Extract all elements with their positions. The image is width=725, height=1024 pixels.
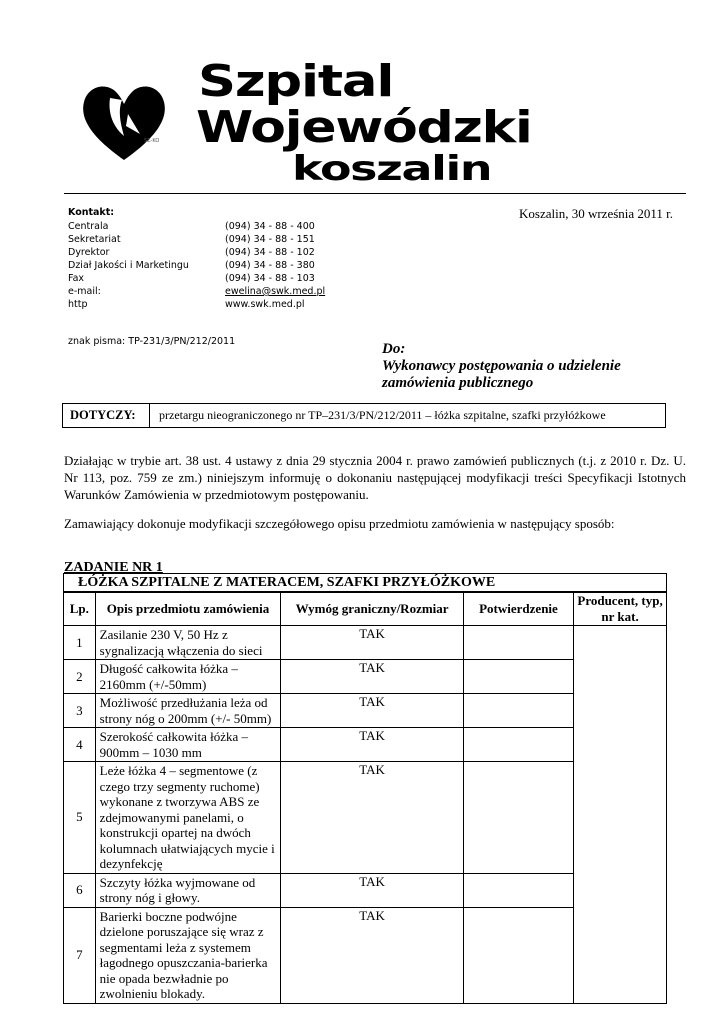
contact-value: (094) 34 - 88 - 103 <box>225 273 315 284</box>
contact-value: (094) 34 - 88 - 151 <box>225 234 315 245</box>
row-confirmation-cell[interactable] <box>463 660 573 694</box>
row-confirmation-cell[interactable] <box>463 873 573 907</box>
producer-cell[interactable] <box>574 626 667 1004</box>
row-number: 2 <box>64 660 96 694</box>
logo-line-2: Wojewódzki <box>196 102 532 153</box>
row-number: 6 <box>64 873 96 907</box>
contact-value: (094) 34 - 88 - 102 <box>225 247 315 258</box>
row-number: 1 <box>64 626 96 660</box>
website-link[interactable]: www.swk.med.pl <box>225 299 305 310</box>
row-requirement: TAK <box>281 626 463 660</box>
header-potwierdzenie: Potwierdzenie <box>463 592 573 626</box>
heart-emblem-icon <box>78 74 170 166</box>
emblem-caption: SZ-KO <box>144 138 160 144</box>
contact-label: Dział Jakości i Marketingu <box>68 260 189 271</box>
row-number: 7 <box>64 907 96 1003</box>
contact-value: (094) 34 - 88 - 400 <box>225 221 315 232</box>
row-description: Długość całkowita łóżka – 2160mm (+/-50mm) <box>95 660 281 694</box>
row-requirement: TAK <box>281 907 463 1003</box>
contact-label: Fax <box>68 273 85 284</box>
header-wymog: Wymóg graniczny/Rozmiar <box>281 592 463 626</box>
row-description: Leże łóżka 4 – segmentowe (z czego trzy segmenty ruchome) wykonane z tworzywa ABS ze zdejmowanymi panelami, o konstrukcji opartej na dwóch kolumnach ułatwiających mycie i dezynfekcję <box>95 762 281 874</box>
row-description: Szczyty łóżka wyjmowane od strony nóg i głowy. <box>95 873 281 907</box>
specification-table <box>63 573 667 1004</box>
contact-label: Dyrektor <box>68 247 110 258</box>
contact-label: e-mail: <box>68 286 101 297</box>
recipient-line: zamówienia publicznego <box>382 375 534 391</box>
recipient-block <box>382 341 621 392</box>
header-opis: Opis przedmiotu zamówienia <box>95 592 281 626</box>
row-confirmation-cell[interactable] <box>463 694 573 728</box>
row-number: 5 <box>64 762 96 874</box>
reference-number: znak pisma: TP-231/3/PN/212/2011 <box>68 336 236 347</box>
contact-label: Sekretariat <box>68 234 121 245</box>
row-description: Możliwość przedłużania leża od strony nóg o 200mm (+/- 50mm) <box>95 694 281 728</box>
task-title: ZADANIE NR 1 <box>64 560 163 575</box>
logo-line-1: Szpital <box>198 56 394 107</box>
contact-heading: Kontakt: <box>68 207 115 218</box>
contact-value: (094) 34 - 88 - 380 <box>225 260 315 271</box>
row-confirmation-cell[interactable] <box>463 762 573 874</box>
row-number: 3 <box>64 694 96 728</box>
subject-text: przetargu nieograniczonego nr TP–231/3/PN/212/2011 – łóżka szpitalne, szafki przyłóżkowe <box>159 408 606 422</box>
contact-block <box>68 206 368 316</box>
recipient-line: Do: <box>382 341 406 357</box>
row-confirmation-cell[interactable] <box>463 626 573 660</box>
body-paragraph: Zamawiający dokonuje modyfikacji szczegółowego opisu przedmiotu zamówienia w następujący sposób: <box>64 516 615 531</box>
contact-label: Centrala <box>68 221 109 232</box>
row-requirement: TAK <box>281 728 463 762</box>
row-number: 4 <box>64 728 96 762</box>
row-requirement: TAK <box>281 873 463 907</box>
email-link[interactable]: ewelina@swk.med.pl <box>225 286 326 297</box>
subject-label: DOTYCZY: <box>63 404 150 427</box>
row-confirmation-cell[interactable] <box>463 728 573 762</box>
row-requirement: TAK <box>281 694 463 728</box>
row-requirement: TAK <box>281 660 463 694</box>
header-producent: Producent, typ, nr kat. <box>574 592 667 626</box>
contact-label: http <box>68 299 88 310</box>
row-description: Szerokość całkowita łóżka – 900mm – 1030 mm <box>95 728 281 762</box>
recipient-line: Wykonawcy postępowania o udzielenie <box>382 358 621 374</box>
row-description: Zasilanie 230 V, 50 Hz z sygnalizacją włączenia do sieci <box>95 626 281 660</box>
header-divider <box>64 193 686 194</box>
row-confirmation-cell[interactable] <box>463 907 573 1003</box>
hospital-logo <box>78 56 558 190</box>
header-lp: Lp. <box>64 592 96 626</box>
table-row <box>64 626 667 660</box>
row-requirement: TAK <box>281 762 463 874</box>
subject-box <box>62 403 666 428</box>
place-date: Koszalin, 30 września 2011 r. <box>519 206 674 221</box>
logo-line-3: koszalin <box>292 149 492 189</box>
body-paragraph: Działając w trybie art. 38 ust. 4 ustawy z dnia 29 stycznia 2004 r. prawo zamówień publicznych (t.j. z 2010 r. Dz. U. Nr 113, poz. 759 ze zm.) niniejszym informuję o dokonaniu następującej modyfikacji treści Specyfikacji Istotnych Warunków Zamówienia w przedmiotowym postępowaniu. <box>64 453 686 502</box>
table-title: ŁÓŻKA SZPITALNE Z MATERACEM, SZAFKI PRZYŁÓŻKOWE <box>64 574 667 593</box>
row-description: Barierki boczne podwójne dzielone poruszające się wraz z segmentami leża z systemem łagodnego opuszczania-barierka nie opada bezwładnie po zwolnieniu blokady. <box>95 907 281 1003</box>
